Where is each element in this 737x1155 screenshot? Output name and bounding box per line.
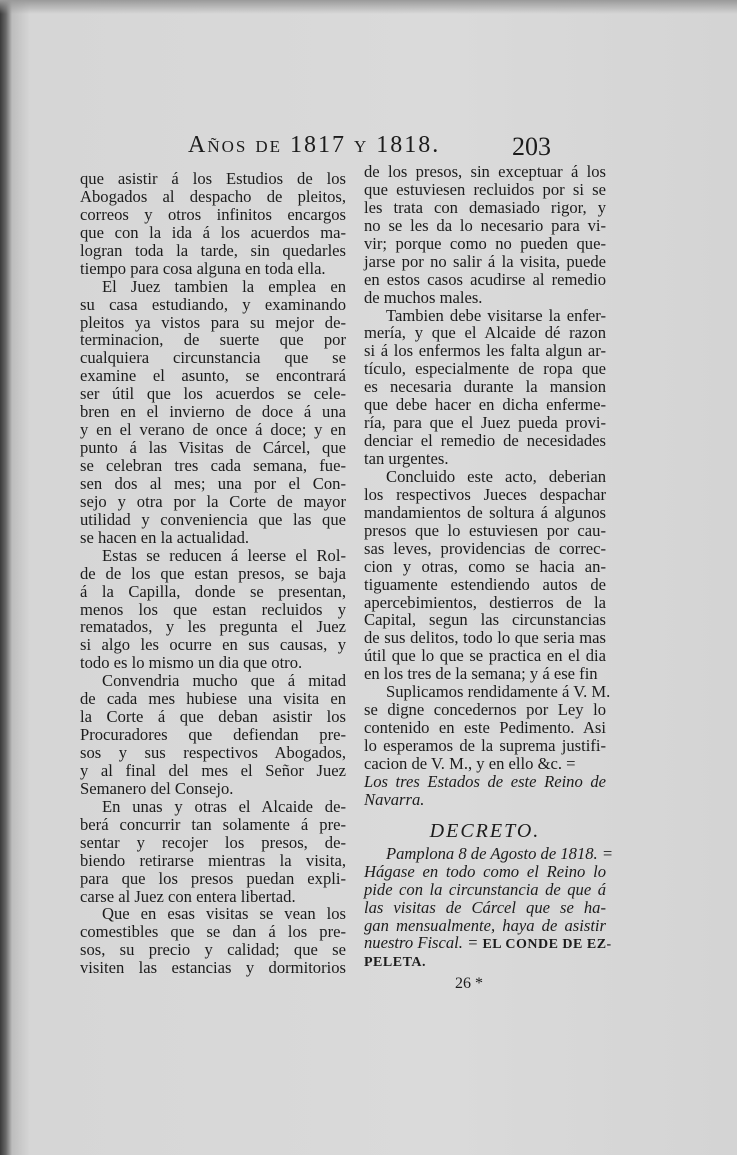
decree-text: Pamplona 8 de Agosto de 1818. = (386, 843, 614, 863)
text-line: mandamientos de soltura á algunos (364, 502, 606, 522)
page-header (188, 132, 578, 164)
text-line: presos que lo estuviesen por cau- (364, 520, 606, 540)
text-line: Que en esas visitas se vean los (102, 904, 346, 924)
scan-shadow (0, 0, 737, 14)
text-line: en los tres de la semana; y á ese fin (364, 664, 598, 684)
text-line: cion y otras, como se hacia an- (364, 556, 606, 576)
text-line: de los presos, sin exceptuar á los (364, 162, 606, 181)
text-line: es necesaria durante la mansion (364, 377, 606, 397)
text-line: cacion de V. M., y en ello &c. = (364, 753, 576, 773)
paragraph (364, 163, 606, 307)
paragraph (80, 547, 346, 673)
text-line: terminacion, de suerte que por (80, 330, 346, 350)
text-line: pleitos ya vistos para su mejor de- (80, 312, 346, 332)
text-line: jarse por no salir á la visita, puede (364, 251, 606, 271)
text-line: sos, su precio y calidad; que se (80, 940, 346, 960)
text-line: se digne concedernos por Ley lo (364, 700, 606, 720)
paragraph (80, 798, 346, 906)
signature-mark: 26 * (455, 975, 483, 992)
text-line: los respectivos Jueces despachar (364, 484, 606, 504)
decree-text: las visitas de Cárcel que se ha- (364, 897, 606, 917)
right-column (364, 162, 614, 971)
text-line: lo esperamos de la suprema justifi- (364, 736, 606, 755)
text-line: Suplicamos rendidamente á V. M. (386, 682, 611, 702)
text-line: Capital, segun las circunstancias (364, 610, 606, 630)
paragraph (364, 307, 606, 468)
text-line: Procuradores que defiendan pre- (80, 725, 346, 745)
text-line: Navarra. (364, 789, 425, 809)
text-line: de de los que estan presos, se baja (80, 563, 346, 583)
text-line: correos y otros infinitos encargos (80, 204, 346, 224)
text-line: biendo retirarse mientras la visita, (80, 850, 346, 870)
text-line: todo es lo mismo un dia que otro. (80, 653, 303, 673)
signatory-name: EL CONDE DE EZ- (482, 937, 612, 953)
text-line: vir; porque como no pueden que- (364, 233, 606, 253)
text-line: que con la ida á los acuerdos ma- (80, 222, 346, 242)
text-line: Estas se reducen á leerse el Rol- (102, 545, 346, 565)
text-line: Semanero del Consejo. (80, 778, 234, 798)
text-line: cualquiera circunstancia que se (80, 348, 346, 368)
decree-line (364, 863, 606, 881)
text-line: que debe hacer en dicha enferme- (364, 395, 606, 415)
text-line: tiempo para cosa alguna en toda ella. (80, 258, 326, 278)
text-line: rematados, y les pregunta el Juez (80, 617, 346, 637)
text-line: tan urgentes. (364, 449, 449, 468)
text-line: denciar el remedio de necesidades (364, 431, 606, 451)
text-line: El Juez tambien la emplea en (102, 276, 346, 296)
text-line: sas leves, providencias de correc- (364, 538, 606, 558)
text-line: de cada mes hubiese una visita en (80, 689, 346, 709)
text-line: que estuviesen recluidos por si se (364, 179, 606, 199)
paragraph (80, 672, 346, 798)
page-number: 203 (512, 132, 551, 161)
decree-text: nuestro Fiscal. = (364, 933, 479, 953)
text-line: menos los que estan recluidos y (80, 599, 346, 619)
text-line: visiten las estancias y dormitorios (80, 958, 346, 978)
text-line: se hacen en la actualidad. (80, 527, 250, 547)
decree-section (364, 809, 614, 971)
text-line: sen dos al mes; una por el Con- (80, 473, 346, 493)
paragraph (364, 682, 611, 773)
text-line: sejo y otra por la Corte de mayor (80, 491, 346, 511)
text-line: Los tres Estados de este Reino de (364, 771, 606, 791)
text-line: se celebran tres cada semana, fue- (80, 456, 346, 475)
text-line: Concluido este acto, deberian (386, 466, 606, 486)
text-line: no se les da lo necesario para vi- (364, 215, 606, 235)
decree-text: Hágase en todo como el Reino lo (364, 861, 606, 881)
text-line: sentar y recojer los presos, de- (80, 832, 346, 852)
text-line: mería, y que el Alcaide dé razon (364, 323, 606, 343)
text-line: Tambien debe visitarse la enfer- (386, 305, 606, 325)
paragraph (364, 773, 606, 809)
text-line: les trata con demasiado rigor, y (364, 197, 606, 217)
text-line: á la Capilla, donde se presentan, (80, 581, 346, 601)
text-line: examine el asunto, se encontrará (80, 366, 346, 386)
signatory-name-end: PELETA. (364, 955, 426, 971)
text-line: sos y sus respectivos Abogados, (80, 743, 346, 762)
decree-line (364, 917, 606, 935)
text-line: y al final del mes el Señor Juez (80, 760, 346, 780)
text-line: En unas y otras el Alcaide de- (102, 796, 346, 816)
text-line: su casa estudiando, y examinando (80, 294, 346, 314)
text-line: Abogados al despacho de pleitos, (80, 186, 346, 206)
text-line: si á los enfermos les falta algun ar- (364, 341, 606, 361)
running-title: Años de 1817 y 1818. (188, 132, 441, 158)
text-line: contenido en este Pedimento. Asi (364, 718, 606, 738)
decree-text: pide con la circunstancia de que á (364, 879, 606, 899)
text-line: bren en el invierno de doce á una (80, 402, 346, 422)
text-line: punto á las Visitas de Cárcel, que (80, 438, 346, 458)
text-line: en estos casos acudirse al remedio (364, 269, 606, 289)
decree-line (364, 952, 606, 970)
text-line: ser útil que los acuerdos se cele- (80, 384, 346, 404)
paragraph (80, 905, 346, 977)
text-line: de muchos males. (364, 287, 483, 307)
text-line: carse al Juez con entera libertad. (80, 886, 296, 906)
decree-line (364, 933, 612, 953)
left-column (80, 170, 346, 977)
decree-text: gan mensualmente, haya de asistir (364, 915, 606, 935)
text-line: tículo, especialmente de ropa que (364, 359, 606, 379)
decree-line (364, 843, 614, 863)
text-line: si algo les ocurre en sus causas, y (80, 635, 346, 655)
text-line: y en el verano de once á doce; y en (80, 420, 346, 440)
paragraph (80, 170, 346, 278)
decree-line (364, 881, 606, 899)
text-line: útil que lo que se practica en el dia (364, 646, 606, 666)
text-line: la Corte á que deban asistir los (80, 707, 346, 727)
text-line: ría, para que el Juez pueda provi- (364, 413, 606, 433)
text-line: de sus delitos, todo lo que seria mas (364, 628, 606, 648)
decree-heading: DECRETO. (429, 819, 541, 842)
paragraph (80, 278, 346, 547)
text-line: que asistir á los Estudios de los (80, 169, 346, 188)
text-line: para que los presos puedan expli- (80, 868, 346, 888)
text-line: utilidad y conveniencia que las que (80, 509, 346, 529)
paragraph (364, 468, 606, 683)
text-line: comestibles que se dan á los pre- (80, 922, 346, 942)
text-line: apercebimientos, destierros de la (364, 592, 606, 612)
text-line: berá concurrir tan solamente á pre- (80, 814, 346, 834)
text-line: Convendria mucho que á mitad (102, 671, 346, 691)
text-line: logran toda la tarde, sin quedarles (80, 240, 346, 260)
decree-line (364, 899, 606, 917)
text-line: tiguamente estendiendo autos de (364, 574, 606, 594)
